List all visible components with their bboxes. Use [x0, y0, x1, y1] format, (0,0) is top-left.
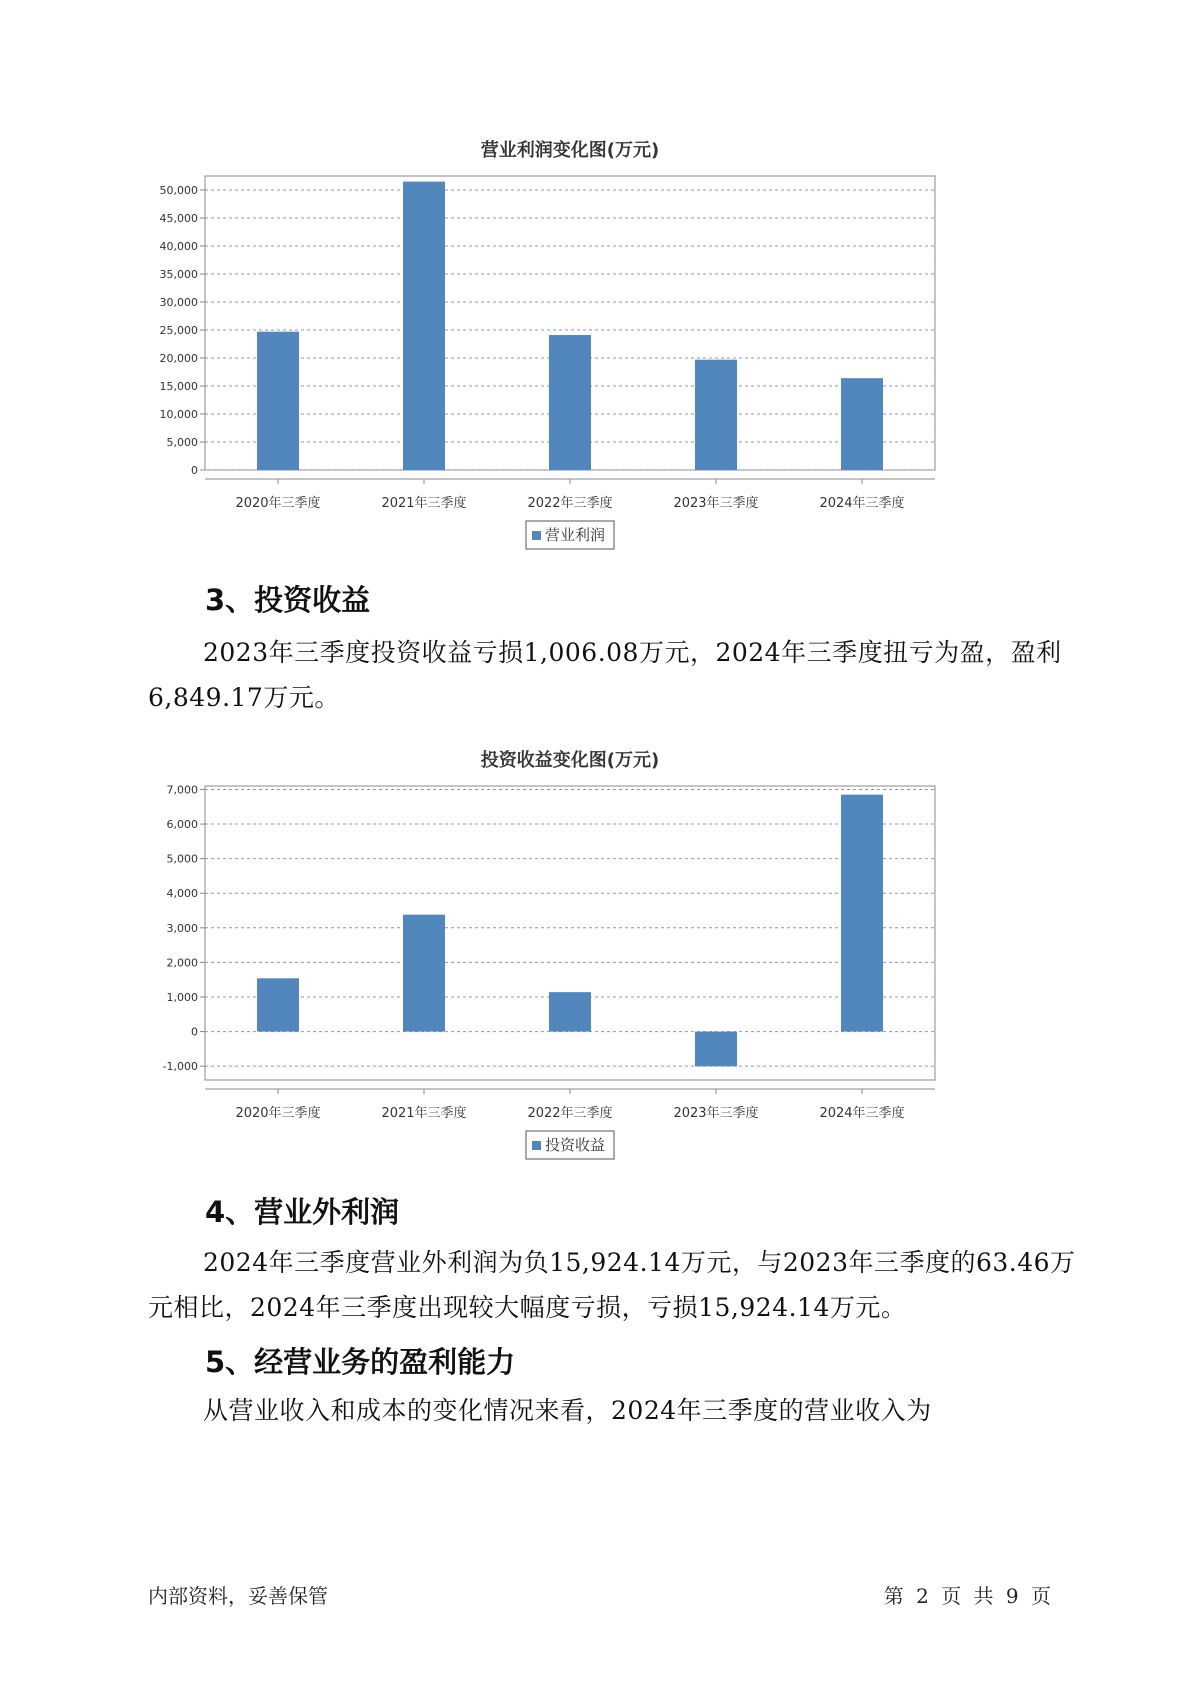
bar	[403, 915, 445, 1032]
y-tick-label: 6,000	[166, 818, 198, 832]
plot-area	[205, 786, 935, 1080]
chart-title: 投资收益变化图(万元)	[480, 750, 660, 771]
y-tick-label: -1,000	[162, 1060, 198, 1074]
footer-confidential-note: 内部资料，妥善保管	[148, 1584, 328, 1608]
section-3-body: 2023年三季度投资收益亏损1,006.08万元，2024年三季度扭亏为盈，盈利6,849.17万元。	[148, 638, 1062, 712]
y-tick-label: 5,000	[166, 852, 198, 866]
x-tick-label: 2023年三季度	[673, 496, 759, 511]
y-tick-label: 15,000	[159, 380, 198, 393]
x-tick-label: 2021年三季度	[381, 496, 467, 511]
x-tick-label: 2023年三季度	[673, 1106, 759, 1121]
investment-income-chart-svg	[150, 740, 1030, 1220]
y-tick-label: 4,000	[166, 887, 198, 901]
y-tick-label: 25,000	[159, 324, 198, 337]
bar	[695, 360, 737, 470]
x-tick-label: 2024年三季度	[819, 1106, 905, 1121]
y-tick-label: 10,000	[159, 408, 198, 421]
operating-profit-chart	[150, 130, 1030, 610]
y-tick-label: 5,000	[166, 436, 198, 449]
y-tick-label: 40,000	[159, 240, 198, 253]
y-tick-label: 35,000	[159, 268, 198, 281]
y-tick-label: 30,000	[159, 296, 198, 309]
section-5-heading: 5、经营业务的盈利能力	[205, 1345, 516, 1379]
y-tick-label: 7,000	[166, 783, 198, 797]
x-tick-label: 2024年三季度	[819, 496, 905, 511]
bar	[403, 182, 445, 470]
legend-label: 投资收益	[545, 1136, 606, 1154]
bar	[695, 1032, 737, 1067]
bar	[257, 332, 299, 470]
y-tick-label: 50,000	[159, 184, 198, 197]
x-tick-label: 2020年三季度	[235, 1106, 321, 1121]
section-3-heading: 3、投资收益	[205, 583, 371, 617]
section-5-body: 从营业收入和成本的变化情况来看，2024年三季度的营业收入为	[203, 1396, 932, 1425]
legend-swatch	[532, 1141, 541, 1150]
x-tick-label: 2022年三季度	[527, 1106, 613, 1121]
y-tick-label: 45,000	[159, 212, 198, 225]
investment-income-chart	[150, 740, 1030, 1220]
x-tick-label: 2020年三季度	[235, 496, 321, 511]
y-tick-label: 3,000	[166, 921, 198, 935]
x-tick-label: 2022年三季度	[527, 496, 613, 511]
bar	[549, 335, 591, 470]
y-tick-label: 0	[191, 1025, 198, 1039]
section-4-body: 2024年三季度营业外利润为负15,924.14万元，与2023年三季度的63.46万元相比，2024年三季度出现较大幅度亏损，亏损15,924.14万元。	[148, 1248, 1076, 1322]
legend-label: 营业利润	[545, 526, 606, 544]
y-tick-label: 2,000	[166, 956, 198, 970]
section-4-heading: 4、营业外利润	[205, 1195, 400, 1229]
bar	[841, 795, 883, 1032]
chart-title: 营业利润变化图(万元)	[480, 140, 660, 161]
bar	[549, 992, 591, 1031]
bar	[257, 978, 299, 1031]
footer-page-number: 第 2 页 共 9 页	[883, 1584, 1051, 1608]
x-tick-label: 2021年三季度	[381, 1106, 467, 1121]
operating-profit-chart-svg	[150, 130, 1030, 610]
y-tick-label: 1,000	[166, 990, 198, 1004]
y-tick-label: 20,000	[159, 352, 198, 365]
y-tick-label: 0	[191, 464, 198, 477]
legend-swatch	[532, 531, 541, 540]
bar	[841, 378, 883, 470]
